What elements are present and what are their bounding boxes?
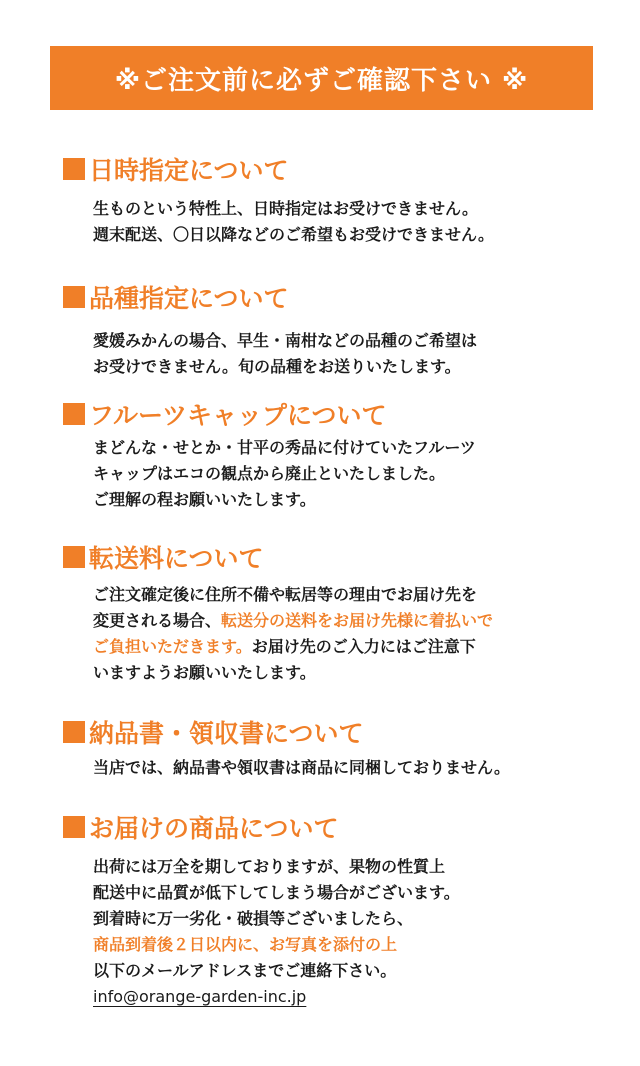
body-line: 到着時に万一劣化・破損等ございましたら、	[93, 909, 414, 928]
square-bullet-icon	[63, 721, 85, 743]
section-heading	[63, 540, 493, 574]
highlight-text: ご負担いただきます。	[93, 637, 252, 656]
square-bullet-icon	[63, 158, 85, 180]
body-line: いますようお願いいたします。	[93, 663, 316, 682]
heading-text: 品種指定について	[89, 284, 289, 313]
square-bullet-icon	[63, 403, 85, 425]
section-body	[93, 328, 477, 380]
section-heading	[63, 152, 494, 186]
square-bullet-icon	[63, 816, 85, 838]
section-heading	[63, 810, 460, 844]
body-text: お届け先のご入力にはご注意下	[251, 637, 476, 656]
square-bullet-icon	[63, 546, 85, 568]
body-line: 生ものという特性上、日時指定はお受けできません。	[93, 199, 478, 218]
section-body	[93, 854, 460, 1010]
section-heading	[63, 280, 477, 314]
body-line	[93, 608, 493, 634]
body-line: 配送中に品質が低下してしまう場合がございます。	[93, 883, 460, 902]
section-forwarding-fee	[63, 540, 493, 686]
body-text: 変更される場合、	[93, 611, 222, 630]
body-line: お受けできません。旬の品種をお送りいたします。	[93, 357, 461, 376]
section-body	[93, 196, 494, 248]
body-line: ご注文確定後に住所不備や転居等の理由でお届け先を	[93, 585, 478, 604]
square-bullet-icon	[63, 286, 85, 308]
heading-text: 日時指定について	[89, 156, 289, 185]
heading-text: フルーツキャップについて	[89, 401, 387, 430]
body-line: 週末配送、〇日以降などのご希望もお受けできません。	[93, 225, 494, 244]
body-line: 出荷には万全を期しておりますが、果物の性質上	[93, 857, 446, 876]
section-variety	[63, 280, 477, 380]
section-delivery-date	[63, 152, 494, 248]
banner-title: ※ご注文前に必ずご確認下さい ※	[114, 65, 529, 96]
highlight-text: 転送分の送料をお届け先様に着払いで	[221, 611, 494, 630]
body-line: 以下のメールアドレスまでご連絡下さい。	[93, 961, 397, 980]
section-invoice	[63, 715, 510, 781]
section-heading	[63, 715, 510, 749]
body-line	[93, 634, 493, 660]
body-line: 愛媛みかんの場合、早生・南柑などの品種のご希望は	[93, 331, 478, 350]
section-delivered-goods	[63, 810, 460, 1010]
body-line: ご理解の程お願いいたします。	[93, 490, 316, 509]
highlight-line: 商品到着後２日以内に、お写真を添付の上	[93, 935, 398, 954]
section-heading	[63, 397, 476, 431]
section-body	[93, 755, 510, 781]
section-body	[93, 435, 476, 513]
body-line: キャップはエコの観点から廃止といたしました。	[93, 464, 446, 483]
contact-email-link[interactable]: info@orange-garden-inc.jp	[93, 987, 307, 1006]
section-fruit-cap	[63, 397, 476, 513]
section-body	[93, 582, 493, 686]
body-line: 当店では、納品書や領収書は商品に同梱しておりません。	[93, 758, 510, 777]
body-line: まどんな・せとか・甘平の秀品に付けていたフルーツ	[93, 438, 476, 457]
heading-text: お届けの商品について	[89, 814, 339, 843]
notice-banner	[50, 46, 593, 110]
heading-text: 転送料について	[89, 544, 264, 573]
email-line	[93, 984, 460, 1010]
heading-text: 納品書・領収書について	[89, 719, 364, 748]
